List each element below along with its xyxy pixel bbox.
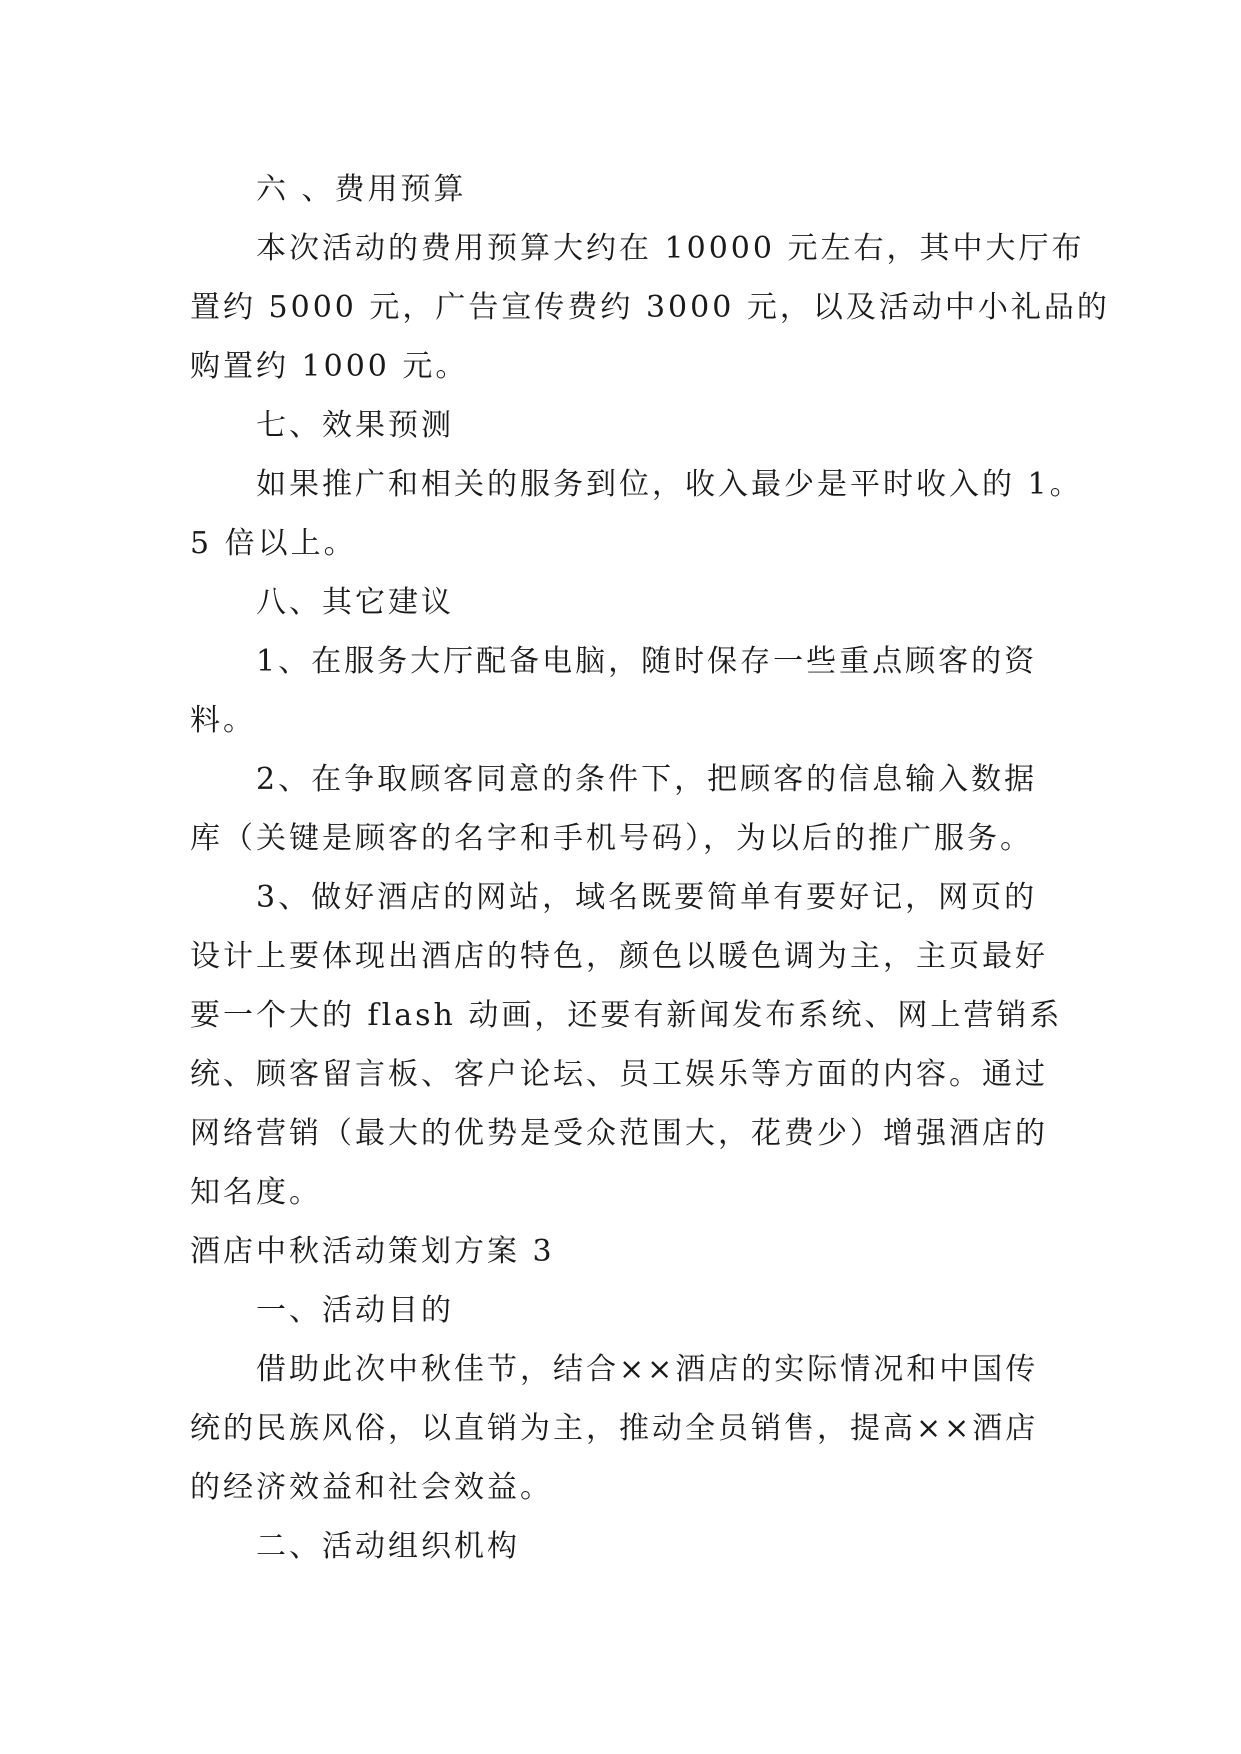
paragraph-line: 要一个大的 flash 动画，还要有新闻发布系统、网上营销系 xyxy=(190,998,1063,1033)
paragraph-line: 设计上要体现出酒店的特色，颜色以暖色调为主，主页最好 xyxy=(190,939,1048,974)
section-heading-organization: 二、活动组织机构 xyxy=(256,1529,520,1564)
paragraph-line: 购置约 1000 元。 xyxy=(190,349,469,384)
paragraph-line: 网络营销（最大的优势是受众范围大，花费少）增强酒店的 xyxy=(190,1116,1048,1151)
paragraph-line: 5 倍以上。 xyxy=(190,526,357,561)
paragraph-line: 借助此次中秋佳节，结合××酒店的实际情况和中国传 xyxy=(256,1352,1039,1387)
section-heading-suggestions: 八、其它建议 xyxy=(256,585,454,620)
paragraph-line: 本次活动的费用预算大约在 10000 元左右，其中大厅布 xyxy=(256,231,1085,266)
section-heading-budget: 六 、费用预算 xyxy=(256,172,467,207)
paragraph-line: 库（关键是顾客的名字和手机号码），为以后的推广服务。 xyxy=(190,821,1033,856)
paragraph-line: 置约 5000 元，广告宣传费约 3000 元，以及活动中小礼品的 xyxy=(190,290,1110,325)
paragraph-line: 知名度。 xyxy=(190,1175,322,1210)
section-heading-purpose: 一、活动目的 xyxy=(256,1293,454,1328)
paragraph-line: 2、在争取顾客同意的条件下，把顾客的信息输入数据 xyxy=(256,762,1038,797)
section-heading-effect: 七、效果预测 xyxy=(256,408,454,443)
paragraph-line: 3、做好酒店的网站，域名既要简单有要好记，网页的 xyxy=(256,880,1038,915)
paragraph-line: 统的民族风俗，以直销为主，推动全员销售，提高××酒店 xyxy=(190,1411,1039,1446)
document-body xyxy=(190,160,1110,1576)
paragraph-line: 1、在服务大厅配备电脑，随时保存一些重点顾客的资 xyxy=(256,644,1038,679)
paragraph-line: 的经济效益和社会效益。 xyxy=(190,1470,553,1505)
paragraph-line: 统、顾客留言板、客户论坛、员工娱乐等方面的内容。通过 xyxy=(190,1057,1048,1092)
paragraph-line: 如果推广和相关的服务到位，收入最少是平时收入的 1。 xyxy=(256,467,1083,502)
paragraph-line: 料。 xyxy=(190,703,256,738)
document-subtitle: 酒店中秋活动策划方案 3 xyxy=(190,1234,555,1269)
